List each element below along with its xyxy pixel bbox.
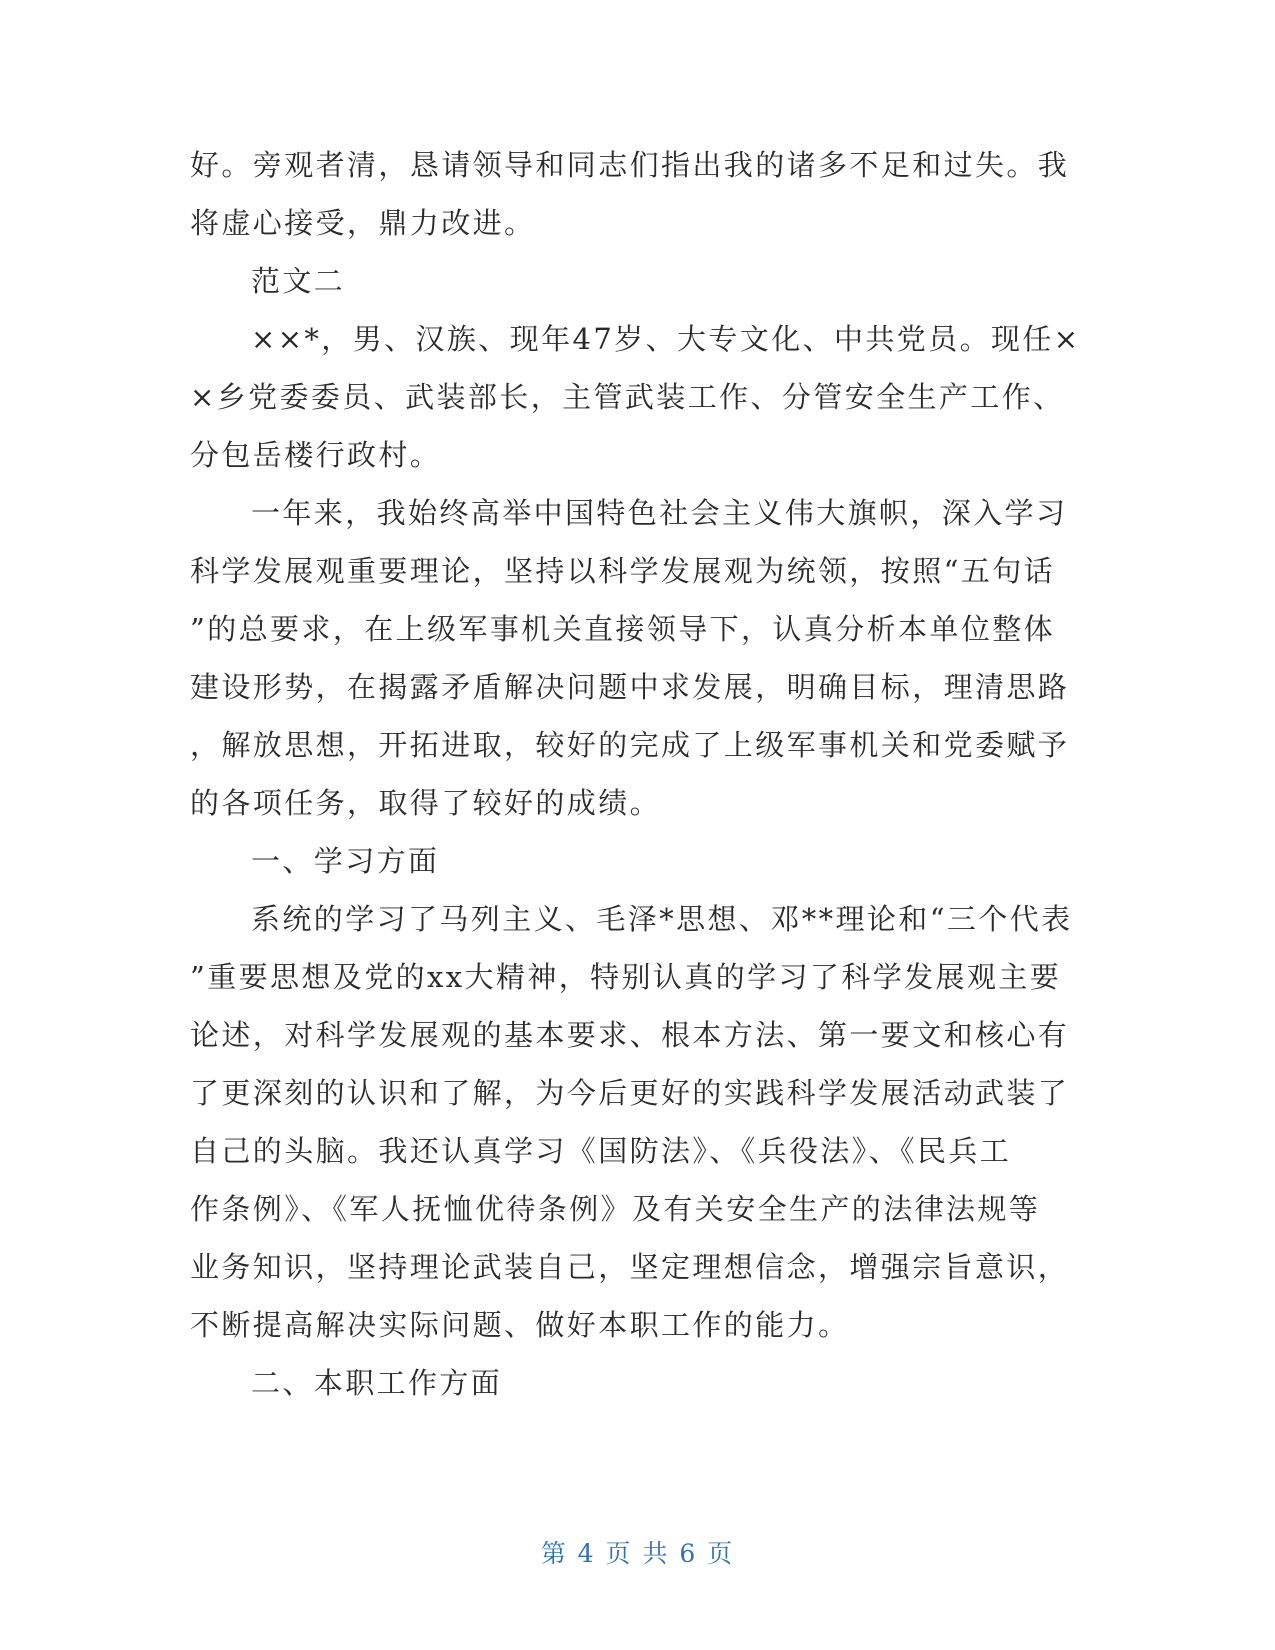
body-text-line: ”重要思想及党的xx大精神，特别认真的学习了科学发展观主要 [190,960,1062,994]
body-text-line: ×乡党委委员、武装部长，主管武装工作、分管安全生产工作、 [190,380,1065,414]
body-text-line: 自己的头脑。我还认真学习《国防法》、《兵役法》、《民兵工 [190,1134,1012,1168]
body-text-line: 系统的学习了马列主义、毛泽*思想、邓**理论和“三个代表 [251,902,1073,936]
body-text-line: ，解放思想，开拓进取，较好的完成了上级军事机关和党委赋予 [190,728,1070,762]
body-text-line: 一年来，我始终高举中国特色社会主义伟大旗帜，深入学习 [251,496,1068,530]
body-text-line: 分包岳楼行政村。 [190,438,442,472]
body-text-line: 论述，对科学发展观的基本要求、根本方法、第一要文和核心有 [190,1018,1070,1052]
section-heading: 范文二 [251,264,346,298]
body-text-line: 业务知识，坚持理论武装自己，坚定理想信念，增强宗旨意识， [190,1250,1070,1284]
body-text-line: 建设形势，在揭露矛盾解决问题中求发展，明确目标，理清思路 [190,670,1070,704]
body-text-line: ”的总要求，在上级军事机关直接领导下，认真分析本单位整体 [190,612,1056,646]
body-text-line: 科学发展观重要理论，坚持以科学发展观为统领，按照“五句话 [190,554,1056,588]
body-text-line: 的各项任务，取得了较好的成绩。 [190,786,662,820]
page-number-footer: 第 4 页 共 6 页 [540,1539,735,1568]
section-heading: 一、学习方面 [251,844,440,878]
body-text-line: 不断提高解决实际问题、做好本职工作的能力。 [190,1308,850,1342]
body-text-line: ××*，男、汉族、现年47岁、大专文化、中共党员。现任× [251,322,1081,356]
section-heading: 二、本职工作方面 [251,1366,503,1400]
body-text-line: 将虚心接受，鼎力改进。 [190,206,536,240]
body-text-line: 了更深刻的认识和了解，为今后更好的实践科学发展活动武装了 [190,1076,1070,1110]
body-text-line: 好。旁观者清，恳请领导和同志们指出我的诸多不足和过失。我 [190,148,1070,182]
body-text-line: 作条例》、《军人抚恤优待条例》及有关安全生产的法律法规等 [190,1192,1041,1226]
